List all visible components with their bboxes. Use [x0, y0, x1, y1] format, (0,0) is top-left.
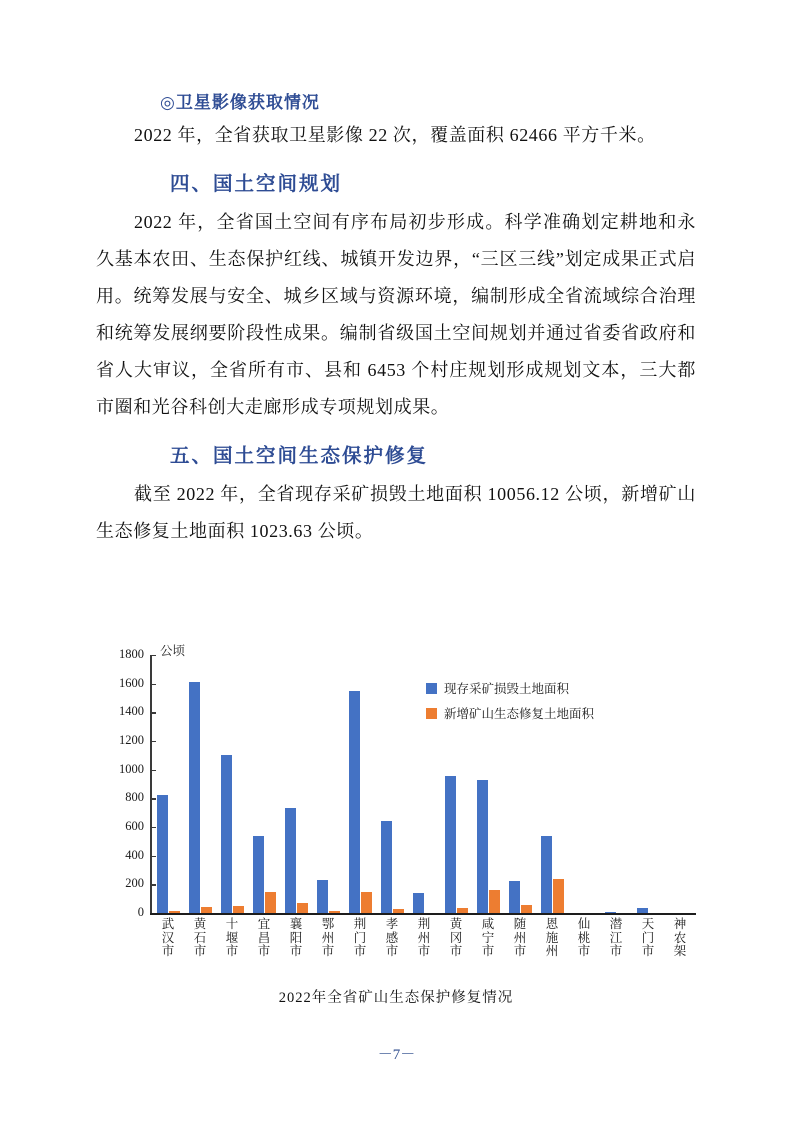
x-axis-label: 荆 州 市 — [417, 917, 431, 959]
bar-group — [312, 655, 344, 913]
y-axis-tick-label: 200 — [125, 876, 144, 891]
bar-restored — [265, 892, 276, 914]
heading-eco-restoration: 五、国土空间生态保护修复 — [170, 444, 429, 467]
legend-swatch-blue-icon — [426, 683, 437, 694]
legend-label-restored: 新增矿山生态修复土地面积 — [444, 707, 595, 721]
x-axis-label: 神 农 架 — [673, 917, 687, 959]
bar-existing — [477, 780, 488, 913]
x-axis-label: 襄 阳 市 — [289, 917, 303, 959]
paragraph-eco-restoration: 截至 2022 年，全省现存采矿损毁土地面积 10056.12 公顷，新增矿山生态修复土地面积 1023.63 公顷。 — [96, 484, 696, 541]
bar-existing — [189, 682, 200, 913]
y-axis-tick-label: 1800 — [119, 647, 144, 661]
bar-existing — [605, 912, 616, 913]
bar-restored — [521, 905, 532, 913]
chart-plot-area — [96, 641, 696, 959]
x-axis-label: 孝 感 市 — [385, 917, 399, 959]
bar-group — [216, 655, 248, 913]
x-axis-label: 恩 施 州 — [545, 917, 559, 959]
bar-existing — [349, 691, 360, 913]
paragraph-spatial-planning: 2022 年，全省国土空间有序布局初步形成。科学准确划定耕地和永久基本农田、生态保护红线、城镇开发边界，“三区三线”划定成果正式启用。统筹发展与安全、城乡区域与资源环境，编制形成全省流域综合治理和统筹发展纲要阶段性成果。编制省级国土空间规划并通过省委省政府和省人大审议，全省所有市、县和 6453 个村庄规划形成规划文本，三大都市圈和光谷科创大走廊形成专项规划成果。 — [96, 212, 696, 417]
bar-group — [376, 655, 408, 913]
x-axis-label: 黄 冈 市 — [449, 917, 463, 959]
legend-swatch-orange-icon — [426, 708, 437, 719]
page-number: －7－ — [377, 1047, 416, 1063]
x-axis-label: 宜 昌 市 — [257, 917, 271, 959]
y-axis-tick-label: 1000 — [119, 761, 144, 776]
bar-group — [280, 655, 312, 913]
bar-existing — [317, 880, 328, 913]
bar-existing — [381, 821, 392, 913]
chart-bars — [152, 655, 696, 913]
y-axis-tick-label: 1400 — [119, 704, 144, 719]
bar-restored — [329, 911, 340, 913]
legend-entry-existing — [426, 679, 594, 697]
bar-existing — [509, 881, 520, 913]
chart-legend — [426, 679, 594, 729]
y-axis-tick-label: 800 — [125, 790, 144, 805]
bar-existing — [253, 836, 264, 913]
bar-group — [664, 655, 696, 913]
x-axis-line — [150, 913, 696, 915]
bar-existing — [285, 808, 296, 913]
x-axis-label: 随 州 市 — [513, 917, 527, 959]
paragraph-satellite: 2022 年，全省获取卫星影像 22 次，覆盖面积 62466 平方千米。 — [134, 125, 656, 145]
chart-unit-label: 公顷 — [160, 644, 186, 658]
y-axis-tick-label: 0 — [137, 905, 144, 919]
y-axis-tick-label: 1600 — [119, 675, 144, 690]
x-axis-label: 潜 江 市 — [609, 917, 623, 959]
mine-restoration-chart — [96, 641, 696, 1006]
y-axis-tick-label: 600 — [125, 819, 144, 833]
bar-restored — [169, 911, 180, 913]
bar-existing — [157, 795, 168, 913]
x-axis-label: 咸 宁 市 — [481, 917, 495, 959]
bar-group — [248, 655, 280, 913]
x-axis-label: 黄 石 市 — [193, 917, 207, 959]
heading-spatial-planning: 四、国土空间规划 — [170, 172, 343, 195]
legend-label-existing: 现存采矿损毁土地面积 — [444, 682, 570, 696]
bar-group — [152, 655, 184, 913]
bar-existing — [637, 908, 648, 913]
bar-restored — [553, 879, 564, 913]
bar-group — [632, 655, 664, 913]
bar-restored — [361, 892, 372, 914]
bar-existing — [221, 755, 232, 913]
x-axis-category-labels — [152, 918, 696, 980]
y-axis-tick-label: 1200 — [119, 733, 144, 747]
x-axis-label: 荆 门 市 — [353, 917, 367, 959]
bar-group — [184, 655, 216, 913]
bar-existing — [541, 836, 552, 913]
bar-restored — [393, 909, 404, 913]
bar-existing — [445, 776, 456, 913]
bar-existing — [413, 893, 424, 913]
y-axis-tick-label: 400 — [125, 847, 144, 862]
heading-satellite: ◎卫星影像获取情况 — [160, 93, 320, 113]
bar-restored — [297, 903, 308, 913]
bar-restored — [457, 908, 468, 913]
bar-group — [600, 655, 632, 913]
x-axis-label: 武 汉 市 — [161, 917, 175, 959]
document-content — [96, 88, 696, 550]
x-axis-label: 十 堰 市 — [225, 917, 239, 959]
bar-restored — [233, 906, 244, 913]
bar-restored — [201, 907, 212, 913]
bar-group — [344, 655, 376, 913]
legend-entry-restored — [426, 704, 594, 722]
x-axis-label: 鄂 州 市 — [321, 917, 335, 959]
chart-caption: 2022年全省矿山生态保护修复情况 — [278, 990, 514, 1006]
bar-restored — [489, 890, 500, 913]
x-axis-label: 仙 桃 市 — [577, 917, 591, 959]
x-axis-label: 天 门 市 — [641, 917, 655, 959]
